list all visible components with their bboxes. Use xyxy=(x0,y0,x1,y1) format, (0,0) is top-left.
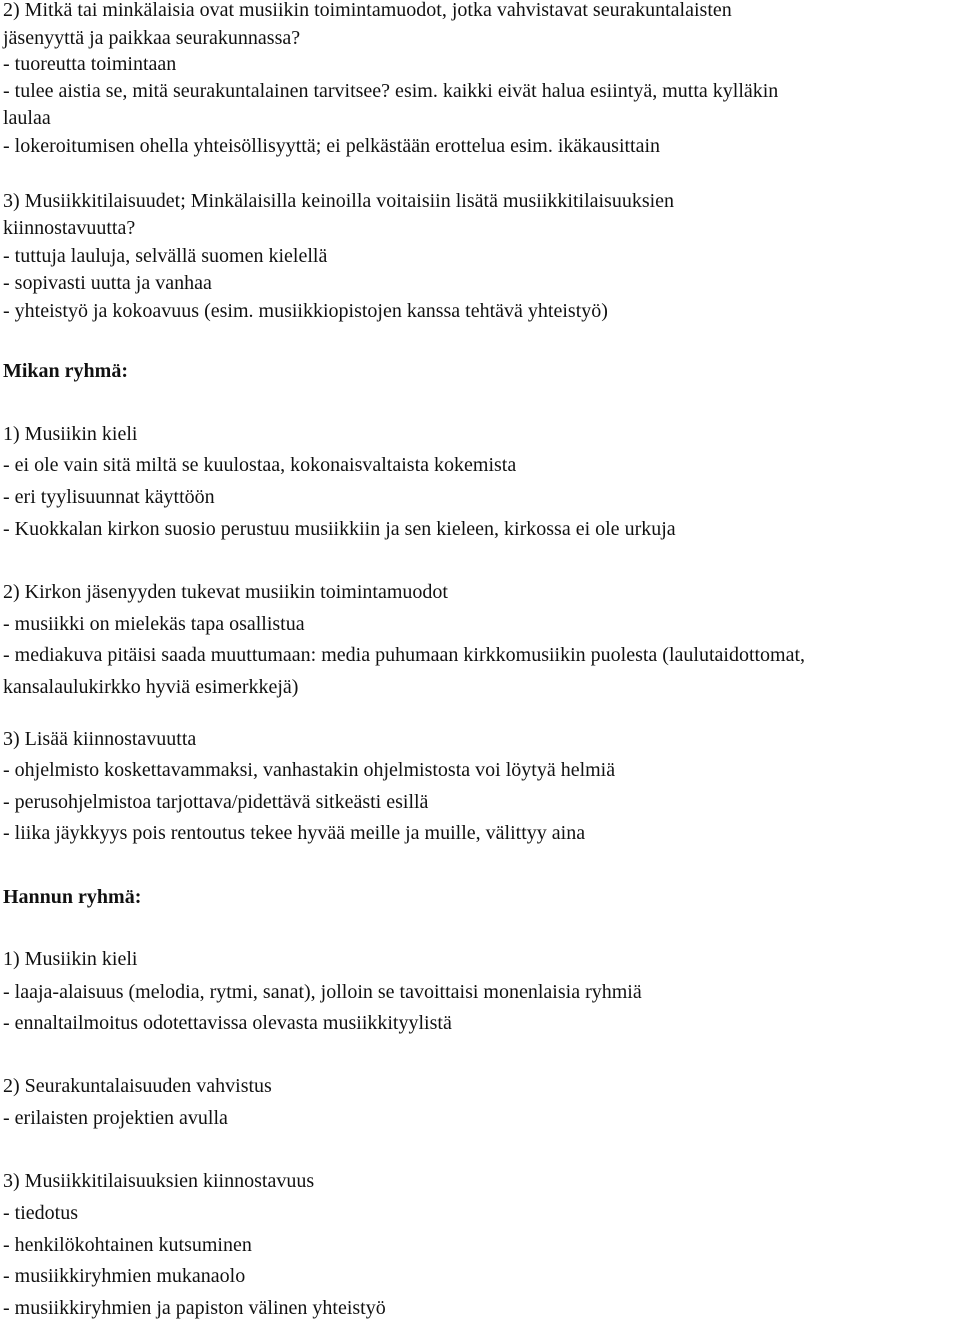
topic-title: 2) Seurakuntalaisuuden vahvistus xyxy=(3,1075,272,1097)
answer-item: - perusohjelmistoa tarjottava/pidettävä sitkeästi esillä xyxy=(3,791,429,813)
answer-item: - sopivasti uutta ja vanhaa xyxy=(3,272,212,294)
answer-item: - henkilökohtainen kutsuminen xyxy=(3,1234,252,1256)
answer-item: - mediakuva pitäisi saada muuttumaan: media puhumaan kirkkomusiikin puolesta (laulutaidottomat, xyxy=(3,644,806,666)
answer-item: - tulee aistia se, mitä seurakuntalainen tarvitsee? esim. kaikki eivät halua esiintyä, mutta kylläkin xyxy=(3,80,779,102)
answer-item: - laaja-alaisuus (melodia, rytmi, sanat), jolloin se tavoittaisi monenlaisia ryhmiä xyxy=(3,981,642,1003)
answer-item: - tuttuja lauluja, selvällä suomen kielellä xyxy=(3,245,328,267)
topic-title: 1) Musiikin kieli xyxy=(3,948,138,970)
answer-item: - erilaisten projektien avulla xyxy=(3,1107,228,1129)
question-3-line-2: kiinnostavuutta? xyxy=(3,217,136,239)
answer-item: - musiikkiryhmien mukanaolo xyxy=(3,1265,246,1287)
topic-title: 1) Musiikin kieli xyxy=(3,423,138,445)
mika-group-heading: Mikan ryhmä: xyxy=(3,360,128,382)
answer-item-continued: kansalaulukirkko hyviä esimerkkejä) xyxy=(3,676,299,698)
answer-item: - ei ole vain sitä miltä se kuulostaa, kokonaisvaltaista kokemista xyxy=(3,454,517,476)
answer-item: - lokeroitumisen ohella yhteisöllisyyttä; ei pelkästään erottelua esim. ikäkausittain xyxy=(3,135,661,157)
answer-item: - eri tyylisuunnat käyttöön xyxy=(3,486,215,508)
question-2-line-1: 2) Mitkä tai minkälaisia ovat musiikin toimintamuodot, jotka vahvistavat seurakuntalaisten xyxy=(3,0,732,21)
answer-item: - ohjelmisto koskettavammaksi, vanhastakin ohjelmistosta voi löytyä helmiä xyxy=(3,759,616,781)
question-2-line-2: jäsenyyttä ja paikkaa seurakunnassa? xyxy=(3,27,301,49)
answer-item-continued: laulaa xyxy=(3,107,51,129)
answer-item: - yhteistyö ja kokoavuus (esim. musiikkiopistojen kanssa tehtävä yhteistyö) xyxy=(3,300,608,322)
answer-item: - musiikkiryhmien ja papiston välinen yhteistyö xyxy=(3,1297,386,1319)
answer-item: - tiedotus xyxy=(3,1202,78,1224)
answer-item: - Kuokkalan kirkon suosio perustuu musiikkiin ja sen kieleen, kirkossa ei ole urkuja xyxy=(3,518,676,540)
question-3-line-1: 3) Musiikkitilaisuudet; Minkälaisilla keinoilla voitaisiin lisätä musiikkitilaisuuksien xyxy=(3,190,675,212)
answer-item: - ennaltailmoitus odotettavissa olevasta musiikkityylistä xyxy=(3,1012,452,1034)
topic-title: 3) Musiikkitilaisuuksien kiinnostavuus xyxy=(3,1170,315,1192)
answer-item: - tuoreutta toimintaan xyxy=(3,53,177,75)
answer-item: - musiikki on mielekäs tapa osallistua xyxy=(3,613,305,635)
answer-item: - liika jäykkyys pois rentoutus tekee hyvää meille ja muille, välittyy aina xyxy=(3,822,586,844)
topic-title: 2) Kirkon jäsenyyden tukevat musiikin toimintamuodot xyxy=(3,581,448,603)
hannu-group-heading: Hannun ryhmä: xyxy=(3,886,142,908)
topic-title: 3) Lisää kiinnostavuutta xyxy=(3,728,197,750)
